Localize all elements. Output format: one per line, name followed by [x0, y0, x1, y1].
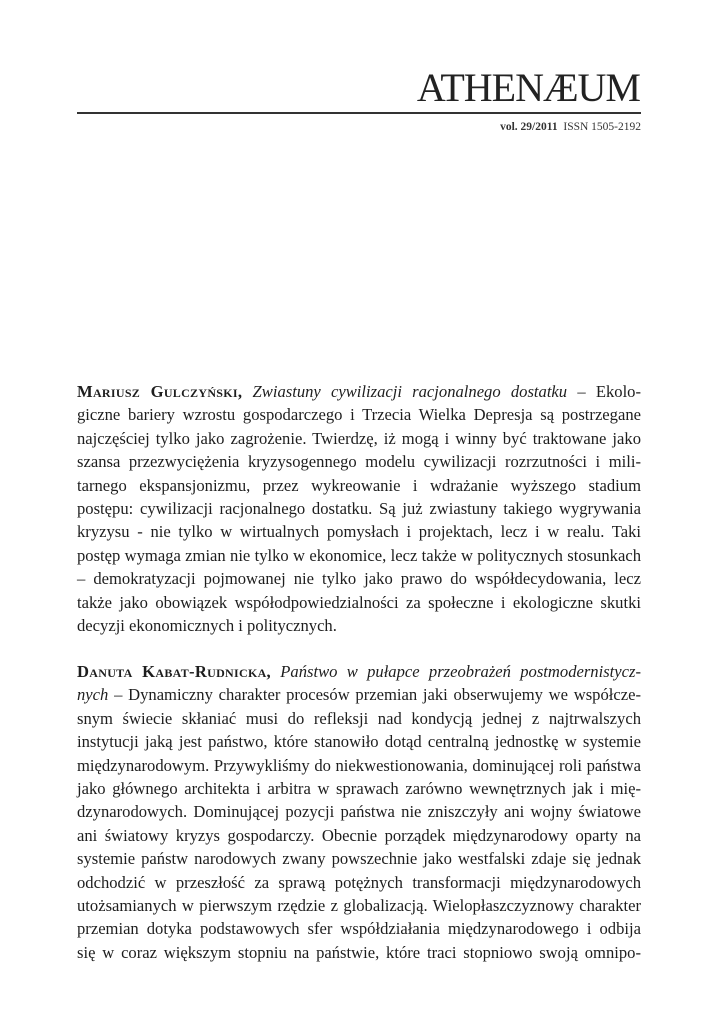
abstract-kabat-rudnicka — [77, 660, 641, 964]
text-line: systemie państw narodowych zwany powszechnie jako westfalski zdaje się jednak — [77, 849, 641, 869]
text-line: – demokratyzacji pojmowanej nie tylko jako prawo do współdecydowania, lecz — [77, 569, 641, 589]
text-line: szansa przezwyciężenia kryzysogennego modelu cywilizacji rozrzutności i mili- — [77, 452, 641, 472]
author-name: Mariusz Gulczyński, — [77, 382, 243, 401]
text-line: instytucji jaką jest państwo, które stanowiło dotąd centralną jednostkę w systemie — [77, 732, 641, 752]
text-line: odchodzić w przeszłość za sprawą potężnych transformacji międzynarodowych — [77, 872, 641, 892]
abstract-gulczynski — [77, 380, 641, 637]
text-line: także jako obowiązek współodpowiedzialności za społeczne i ekologiczne skutki — [77, 592, 641, 612]
volume: vol. 29/2011 — [500, 121, 558, 133]
issue-info — [500, 121, 641, 133]
text-line: jako głównego architekta i arbitra w sprawach zarówno wewnętrznych jak i mię- — [77, 778, 641, 798]
text-line — [77, 683, 641, 706]
text-line: postępu: cywilizacji racjonalnego dostatku. Są już zwiastuny takiego wygrywania — [77, 498, 641, 518]
text-line: tarnego ekspansjonizmu, przez wykreowanie i wdrażanie wyższego stadium — [77, 475, 641, 495]
text-line: decyzji ekonomicznych i politycznych. — [77, 615, 337, 635]
article-title-cont: nych — [77, 685, 109, 705]
text-line: ani światowy kryzys gospodarczy. Obecnie porządek międzynarodowy oparty na — [77, 825, 641, 845]
text-line: przemian dotyka podstawowych sfer współdziałania międzynarodowego i odbija — [77, 919, 641, 939]
article-title: Zwiastuny cywilizacji racjonalnego dostatku — [252, 382, 568, 401]
text-line — [77, 380, 641, 403]
text-line: dzynarodowych. Dominującej pozycji państwa nie zniszczyły ani wojny światowe — [77, 802, 641, 822]
text-line: giczne bariery wzrostu gospodarczego i Trzecia Wielka Depresja są postrzegane — [77, 405, 641, 425]
text-line: międzynarodowym. Przywykliśmy do niekwestionowania, dominującej roli państwa — [77, 755, 641, 775]
article-title: Państwo w pułapce przeobrażeń postmodernistycz- — [280, 662, 641, 681]
header-rule — [77, 112, 641, 114]
text-line: snym świecie skłaniać musi do refleksji nad kondycją jednej z najtrwalszych — [77, 708, 641, 728]
journal-logo: ATHENÆUM — [416, 65, 640, 110]
text-line: postęp wymaga zmian nie tylko w ekonomice, lecz także w politycznych stosunkach — [77, 545, 641, 565]
text-line — [77, 660, 641, 683]
text-line: najczęściej tylko jako zagrożenie. Twierdzę, iż mogą i winny być traktowane jako — [77, 428, 641, 448]
author-name: Danuta Kabat-Rudnicka, — [77, 662, 271, 681]
text-line: utożsamianych w pierwszym rzędzie z globalizacją. Wielopłaszczyznowy charakter — [77, 895, 641, 915]
issn: ISSN 1505-2192 — [563, 121, 641, 133]
text-line: kryzysu - nie tylko w wirtualnych pomysłach i projektach, lecz i w realu. Taki — [77, 522, 641, 542]
text: – Ekolo- — [577, 382, 641, 401]
text: – Dynamiczny charakter procesów przemian jaki obserwujemy we współcze- — [114, 685, 641, 705]
text-line: się w coraz większym stopniu na państwie, które traci stopniowo swoją omnipo- — [77, 942, 641, 962]
